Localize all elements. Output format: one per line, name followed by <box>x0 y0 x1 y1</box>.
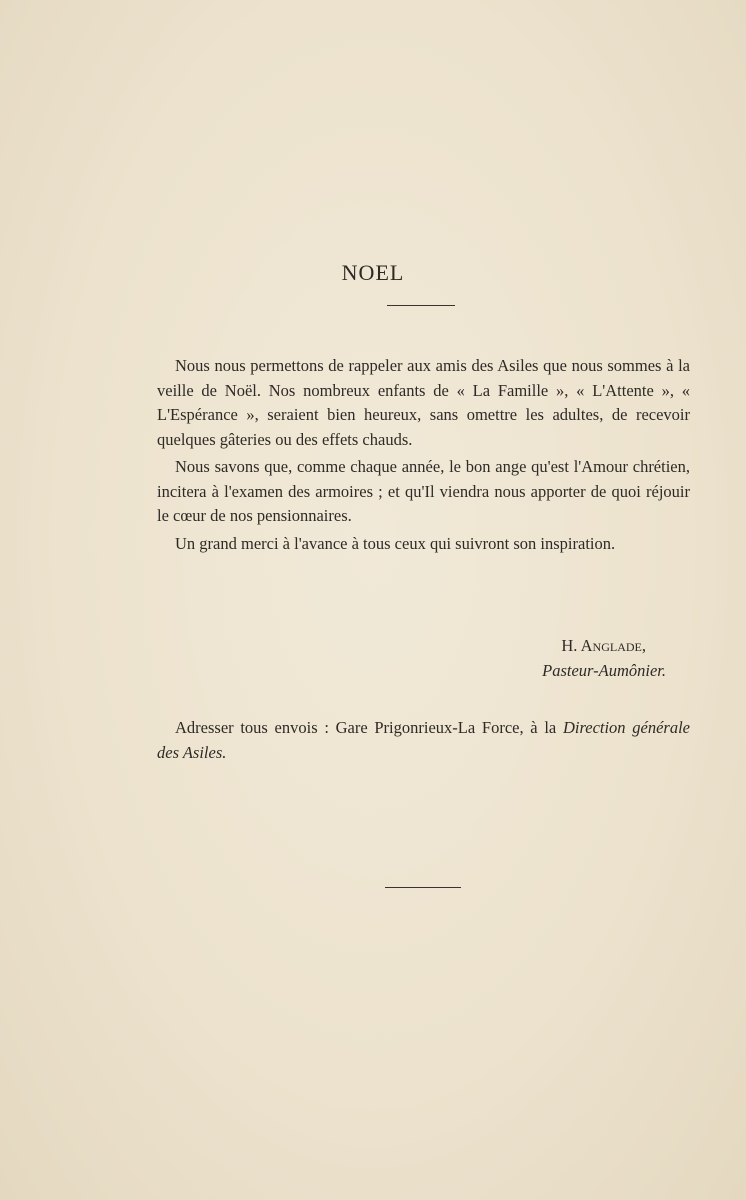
paragraph-1: Nous nous permettons de rappeler aux amis des Asiles que nous sommes à la veille de Noël. Nos nombreux enfants de « La Famille », « L'Attente », « L'Espérance », seraient bien heureux, sans omettre les adultes, de recevoir quelques gâteries ou des effets chauds. <box>157 356 690 449</box>
letter-body <box>157 354 690 559</box>
paragraph-2: Nous savons que, comme chaque année, le bon ange qu'est l'Amour chrétien, incitera à l'examen des armoires ; et qu'Il viendra nous apporter de quoi réjouir le cœur de nos pensionnaires. <box>157 457 690 525</box>
signature-block <box>542 634 666 683</box>
paragraph-3: Un grand merci à l'avance à tous ceux qui suivront son inspiration. <box>175 533 616 553</box>
address-text: Adresser tous envois : Gare Prigonrieux-La Force, à la <box>175 718 557 737</box>
signature-title: Pasteur-Aumônier. <box>542 660 666 680</box>
footer-divider <box>385 887 461 888</box>
page-title: NOEL <box>341 260 405 285</box>
title-divider <box>387 305 455 306</box>
address-block <box>157 716 690 765</box>
signature-name: H. Anglade, <box>561 636 646 655</box>
address-recipient: Direction générale des Asiles. <box>157 718 690 762</box>
